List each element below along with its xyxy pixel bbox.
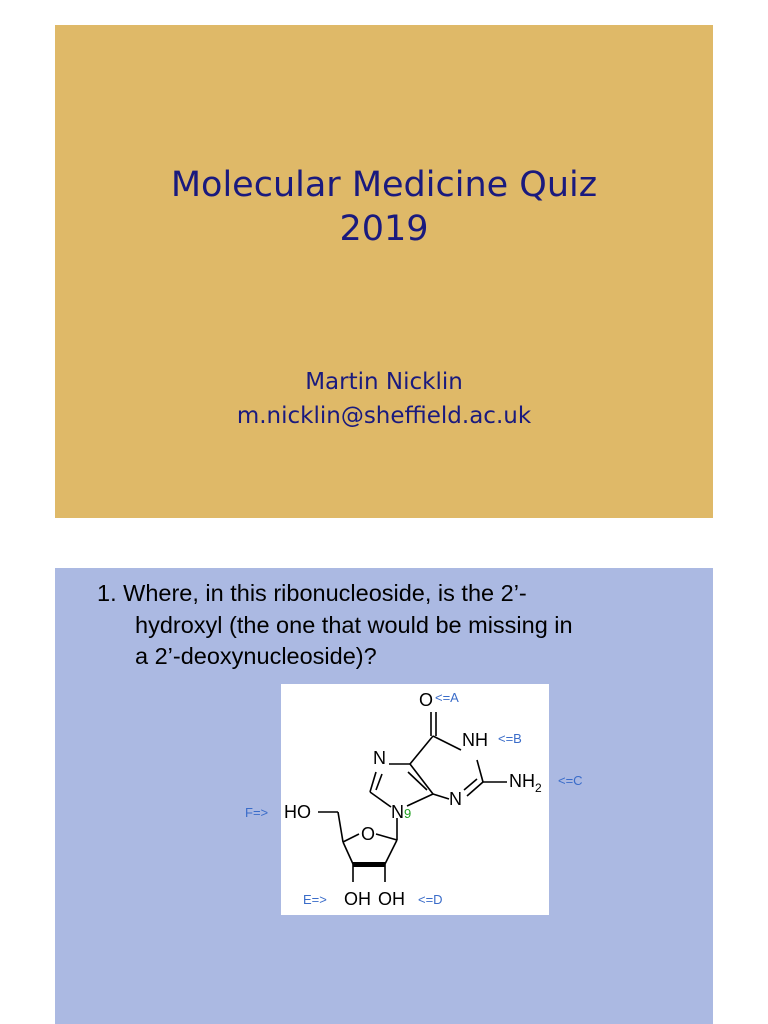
- outside-labels: [55, 568, 713, 1024]
- label-e: E=>: [303, 892, 327, 907]
- atom-nh2-subscript: 2: [535, 781, 542, 795]
- question-line-3: a 2’-deoxynucleoside)?: [135, 643, 377, 669]
- slide-title-line1: Molecular Medicine Quiz: [170, 165, 598, 205]
- atom-nh: NH: [462, 730, 488, 750]
- label-a: <=A: [435, 690, 459, 705]
- label-f: F=>: [245, 805, 269, 820]
- question-line-1-text: Where, in this ribonucleoside, is the 2’-: [123, 580, 527, 606]
- atom-oh-right: OH: [378, 889, 405, 909]
- question-line-2: hydroxyl (the one that would be missing in: [135, 611, 573, 638]
- author-name: Martin Nicklin: [305, 369, 463, 395]
- atom-n7: N: [373, 748, 386, 768]
- label-d: <=D: [418, 892, 443, 907]
- atom-o-ring: O: [361, 824, 376, 844]
- question-number: 1.: [97, 580, 117, 606]
- atom-ho: HO: [284, 802, 311, 822]
- title-slide: [55, 25, 713, 518]
- atom-n9: N: [391, 802, 404, 822]
- label-b: <=B: [498, 731, 522, 746]
- atom-n9-number: 9: [404, 806, 412, 821]
- atom-o-carbonyl: O: [419, 690, 434, 710]
- author-email: m.nicklin@sheffield.ac.uk: [236, 403, 532, 429]
- label-c: <=C: [558, 773, 583, 788]
- question-slide: [55, 568, 713, 1024]
- atom-nh2: NH: [509, 771, 535, 791]
- author-block: [55, 365, 713, 433]
- atom-n3: N: [449, 789, 462, 809]
- slide-title-line2: 2019: [339, 209, 429, 249]
- slide-title: [55, 163, 713, 251]
- atom-oh-left: OH: [344, 889, 371, 909]
